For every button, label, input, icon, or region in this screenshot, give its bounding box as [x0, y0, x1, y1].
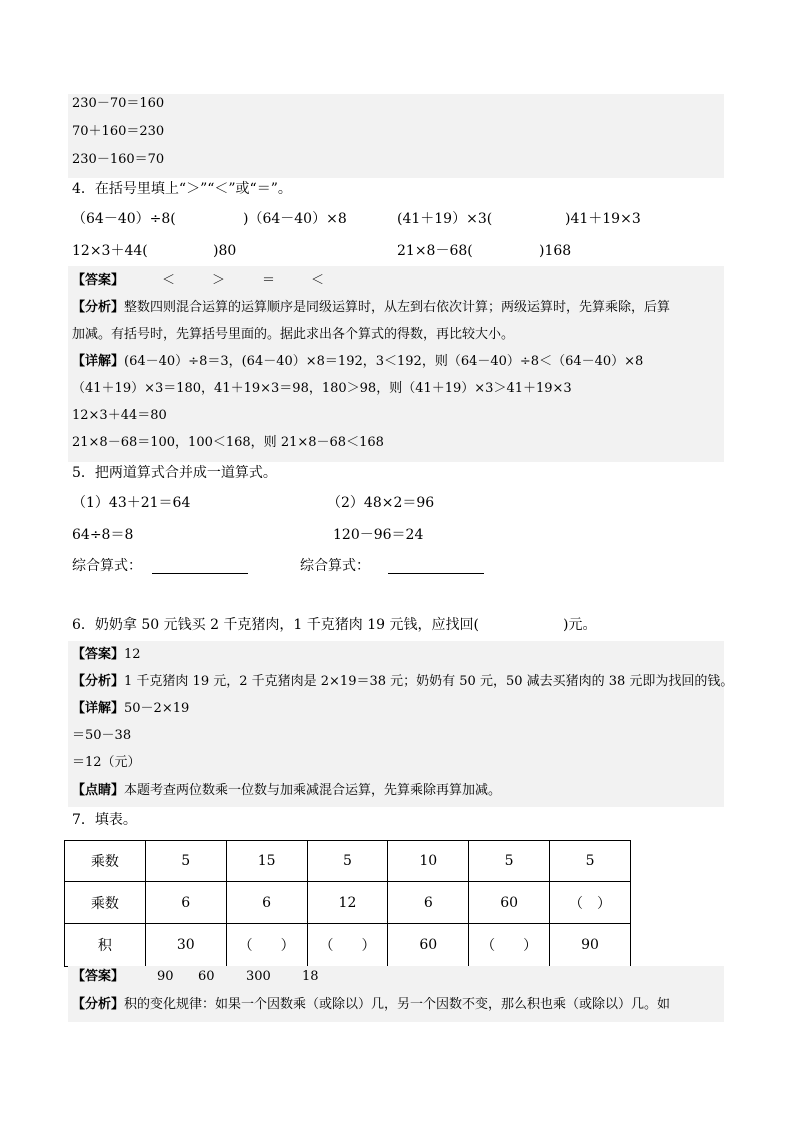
table-row: [65, 841, 631, 882]
q6-title: 6．奶奶拿 50 元钱买 2 千克猪肉，1 千克猪肉 19 元钱，应找回(: [72, 617, 479, 633]
q6-note-text: 本题考查两位数乘一位数与加乘减混合运算，先算乘除再算加减。: [124, 783, 502, 798]
q6-detail-line: ＝50－38: [72, 728, 132, 743]
q4-item: 12×3＋44(: [72, 243, 148, 259]
q6-title-end: )元。: [563, 617, 597, 633]
q6-note: [72, 783, 501, 799]
q5-combined-label: 综合算式：: [72, 558, 142, 574]
table-cell: 积: [65, 924, 146, 967]
table-cell: 6: [226, 882, 307, 924]
q6-detail: [72, 701, 189, 717]
analysis-label: 【分析】: [72, 300, 125, 315]
q4-item: )168: [539, 243, 572, 259]
table-cell: 90: [550, 924, 631, 967]
table-cell: 60: [469, 882, 550, 924]
q7-answer: 60: [198, 969, 215, 984]
q7-analysis-text: 积的变化规律：如果一个因数乘（或除以）几，另一个因数不变，那么积也乘（或除以）几。如: [124, 997, 671, 1012]
q5-part1-first: （1）43＋21＝64: [72, 495, 191, 511]
q6-analysis: [72, 674, 733, 690]
q7-answer: 18: [302, 969, 319, 984]
q6-detail-text: 50－2×19: [124, 701, 190, 716]
q5-title: 5．把两道算式合并成一道算式。: [72, 465, 277, 481]
q5-part1-second: 64÷8＝8: [72, 527, 134, 543]
q4-title: 4．在括号里填上“＞”“＜”或“＝”。: [72, 181, 292, 197]
table-row: [65, 924, 631, 967]
table-cell: 乘数: [65, 882, 146, 924]
detail-label: 【详解】: [72, 354, 125, 369]
table-cell-blank[interactable]: （ ）: [550, 882, 631, 924]
answer-label: 【答案】: [72, 647, 125, 662]
table-cell-blank[interactable]: （ ）: [226, 924, 307, 967]
q4-answer: ＜: [311, 273, 325, 288]
q6-detail-line: ＝12（元）: [72, 755, 141, 770]
q4-answer: ＜: [162, 273, 176, 288]
table-cell: 15: [226, 841, 307, 882]
table-cell: 60: [388, 924, 469, 967]
q4-item: )80: [213, 243, 237, 259]
analysis-label: 【分析】: [72, 997, 125, 1012]
q5-combined-blank-1[interactable]: [152, 573, 248, 574]
table-cell: 10: [388, 841, 469, 882]
prev-answer-line: 230－70＝160: [72, 96, 165, 111]
q4-analysis-line: 加减。有括号时，先算括号里面的。据此求出各个算式的得数，再比较大小。: [72, 327, 515, 342]
answer-label: 【答案】: [72, 273, 125, 288]
table-cell: 乘数: [65, 841, 146, 882]
table-cell: 5: [307, 841, 388, 882]
q5-part2-first: （2）48×2＝96: [327, 495, 435, 511]
q7-table: [64, 840, 631, 967]
q4-analysis: [72, 300, 670, 316]
q4-detail-line: 21×8－68＝100，100＜168，则 21×8－68＜168: [72, 435, 384, 450]
detail-label: 【详解】: [72, 701, 125, 716]
table-cell: 30: [145, 924, 226, 967]
q6-analysis-text: 1 千克猪肉 19 元，2 千克猪肉是 2×19＝38 元；奶奶有 50 元，50 减去买猪肉的 38 元即为找回的钱。: [124, 674, 734, 689]
q7-analysis: [72, 997, 670, 1013]
prev-answer-line: 230－160＝70: [72, 152, 165, 167]
q4-item: )41＋19×3: [565, 211, 641, 227]
answer-label: 【答案】: [72, 969, 125, 984]
q7-answer: 300: [246, 969, 271, 984]
q4-item: 21×8－68(: [397, 243, 473, 259]
q4-item: )（64－40）×8: [243, 211, 347, 227]
table-cell: 6: [388, 882, 469, 924]
q7-answer: 90: [157, 969, 174, 984]
q4-detail-line: 12×3＋44＝80: [72, 408, 167, 423]
q6-answer: [72, 647, 141, 663]
table-cell: 5: [550, 841, 631, 882]
table-cell: 12: [307, 882, 388, 924]
table-cell-blank[interactable]: （ ）: [307, 924, 388, 967]
note-label: 【点睛】: [72, 783, 125, 798]
q4-analysis-text: 整数四则混合运算的运算顺序是同级运算时，从左到右依次计算；两级运算时，先算乘除，后算: [124, 300, 671, 315]
q6-answer-value: 12: [124, 647, 141, 662]
table-row: [65, 882, 631, 924]
table-cell: 5: [145, 841, 226, 882]
table-cell: 6: [145, 882, 226, 924]
q4-detail-line: （41＋19）×3＝180，41＋19×3＝98，180＞98，则（41＋19）×3＞41＋19×3: [72, 381, 572, 396]
q4-item: (41＋19）×3(: [397, 211, 493, 227]
prev-answer-line: 70＋160＝230: [72, 124, 165, 139]
analysis-label: 【分析】: [72, 674, 125, 689]
q4-answer: ＝: [262, 273, 276, 288]
q7-title: 7．填表。: [72, 812, 137, 828]
q5-combined-label: 综合算式：: [300, 558, 370, 574]
table-cell-blank[interactable]: （ ）: [469, 924, 550, 967]
q5-combined-blank-2[interactable]: [388, 573, 484, 574]
q5-part2-second: 120－96＝24: [333, 527, 424, 543]
q4-item: （64－40）÷8(: [72, 211, 176, 227]
q4-answer: ＞: [212, 273, 226, 288]
prev-answer-block: [68, 94, 724, 178]
q4-detail-text: (64－40）÷8＝3，(64－40）×8＝192，3＜192，则（64－40）÷8＜（64－40）×8: [124, 354, 644, 369]
q4-detail: [72, 354, 643, 370]
table-cell: 5: [469, 841, 550, 882]
